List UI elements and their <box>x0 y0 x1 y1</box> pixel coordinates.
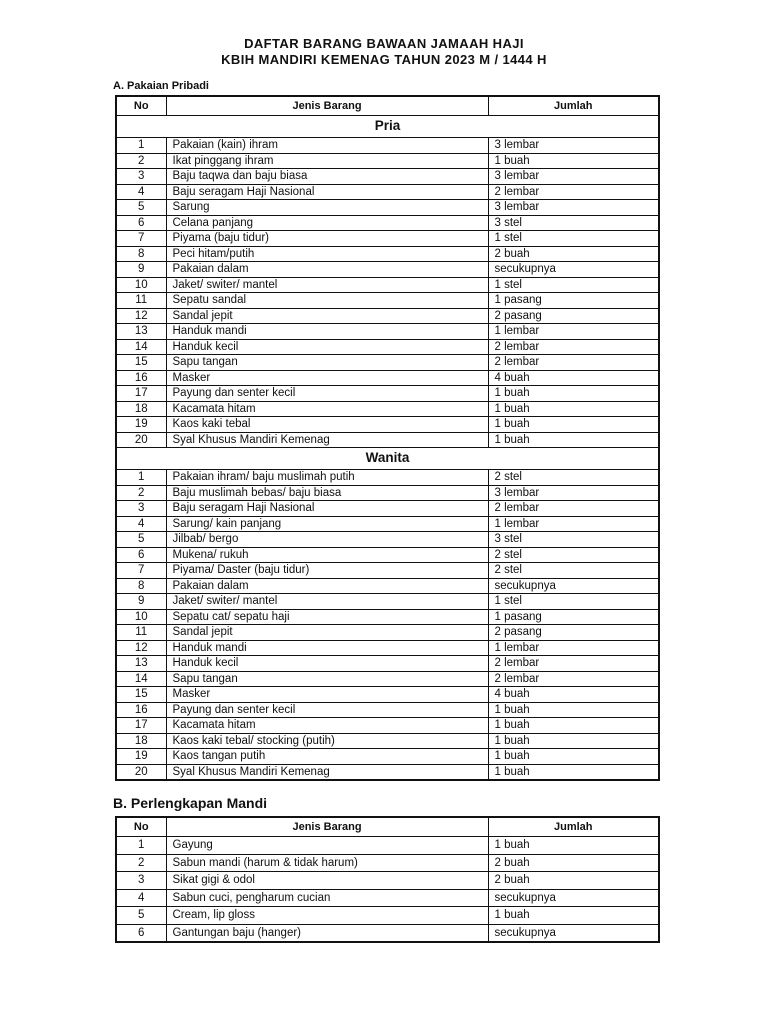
row-item-name: Payung dan senter kecil <box>166 702 488 718</box>
row-quantity: 2 buah <box>488 872 659 890</box>
row-number: 14 <box>116 671 166 687</box>
row-item-name: Handuk kecil <box>166 339 488 355</box>
row-number: 12 <box>116 308 166 324</box>
row-item-name: Sepatu cat/ sepatu haji <box>166 609 488 625</box>
table-row <box>116 470 659 486</box>
row-quantity: secukupnya <box>488 924 659 942</box>
row-item-name: Peci hitam/putih <box>166 246 488 262</box>
row-item-name: Kaos tangan putih <box>166 749 488 765</box>
table-row <box>116 578 659 594</box>
row-number: 8 <box>116 578 166 594</box>
row-number: 9 <box>116 262 166 278</box>
row-item-name: Jaket/ switer/ mantel <box>166 594 488 610</box>
section-b-table <box>115 816 660 943</box>
table-row <box>116 594 659 610</box>
table-row <box>116 485 659 501</box>
row-quantity: 2 stel <box>488 563 659 579</box>
column-header-jenis-barang: Jenis Barang <box>166 96 488 116</box>
row-quantity: 1 stel <box>488 277 659 293</box>
row-item-name: Handuk kecil <box>166 656 488 672</box>
row-item-name: Jaket/ switer/ mantel <box>166 277 488 293</box>
row-quantity: 1 buah <box>488 432 659 448</box>
row-quantity: 3 lembar <box>488 200 659 216</box>
column-header-no: No <box>116 96 166 116</box>
row-quantity: 2 buah <box>488 854 659 872</box>
row-item-name: Sepatu sandal <box>166 293 488 309</box>
row-quantity: 1 lembar <box>488 640 659 656</box>
row-number: 14 <box>116 339 166 355</box>
row-number: 20 <box>116 432 166 448</box>
table-row <box>116 370 659 386</box>
row-quantity: 1 pasang <box>488 609 659 625</box>
table-row <box>116 872 659 890</box>
row-number: 9 <box>116 594 166 610</box>
row-quantity: 2 lembar <box>488 355 659 371</box>
row-quantity: 1 buah <box>488 907 659 925</box>
table-row <box>116 625 659 641</box>
row-quantity: 2 stel <box>488 470 659 486</box>
row-number: 4 <box>116 184 166 200</box>
row-item-name: Payung dan senter kecil <box>166 386 488 402</box>
row-quantity: 2 lembar <box>488 501 659 517</box>
row-number: 12 <box>116 640 166 656</box>
row-quantity: 2 stel <box>488 547 659 563</box>
document-body <box>115 80 658 943</box>
table-row <box>116 532 659 548</box>
row-number: 5 <box>116 532 166 548</box>
table-row <box>116 854 659 872</box>
row-number: 7 <box>116 563 166 579</box>
row-number: 10 <box>116 609 166 625</box>
row-quantity: 3 lembar <box>488 169 659 185</box>
document-header <box>0 0 768 68</box>
row-item-name: Sabun mandi (harum & tidak harum) <box>166 854 488 872</box>
group-header-row <box>116 116 659 138</box>
row-quantity: 1 buah <box>488 386 659 402</box>
column-header-jumlah: Jumlah <box>488 96 659 116</box>
row-item-name: Masker <box>166 370 488 386</box>
row-number: 11 <box>116 293 166 309</box>
row-item-name: Sandal jepit <box>166 308 488 324</box>
row-number: 3 <box>116 872 166 890</box>
row-number: 5 <box>116 907 166 925</box>
table-row <box>116 432 659 448</box>
doc-title-line1: DAFTAR BARANG BAWAAN JAMAAH HAJI <box>244 36 524 51</box>
table-row <box>116 924 659 942</box>
table-row <box>116 563 659 579</box>
table-row <box>116 718 659 734</box>
row-quantity: secukupnya <box>488 578 659 594</box>
row-quantity: 2 pasang <box>488 308 659 324</box>
row-quantity: 1 buah <box>488 153 659 169</box>
row-number: 18 <box>116 733 166 749</box>
table-row <box>116 733 659 749</box>
row-number: 15 <box>116 687 166 703</box>
row-item-name: Gantungan baju (hanger) <box>166 924 488 942</box>
row-quantity: 1 buah <box>488 733 659 749</box>
row-quantity: 1 buah <box>488 702 659 718</box>
table-row <box>116 386 659 402</box>
table-row <box>116 687 659 703</box>
table-row <box>116 547 659 563</box>
row-number: 5 <box>116 200 166 216</box>
table-row <box>116 339 659 355</box>
row-number: 4 <box>116 889 166 907</box>
row-number: 6 <box>116 924 166 942</box>
row-number: 1 <box>116 138 166 154</box>
row-number: 15 <box>116 355 166 371</box>
table-row <box>116 231 659 247</box>
row-number: 4 <box>116 516 166 532</box>
table-row <box>116 889 659 907</box>
table-row <box>116 262 659 278</box>
row-item-name: Baju muslimah bebas/ baju biasa <box>166 485 488 501</box>
row-quantity: 1 buah <box>488 401 659 417</box>
table-row <box>116 749 659 765</box>
row-quantity: 1 buah <box>488 718 659 734</box>
row-number: 11 <box>116 625 166 641</box>
row-quantity: 2 lembar <box>488 184 659 200</box>
row-number: 18 <box>116 401 166 417</box>
row-number: 20 <box>116 764 166 780</box>
group-label: Pria <box>116 116 659 138</box>
section-a-heading: A. Pakaian Pribadi <box>113 80 209 92</box>
row-number: 1 <box>116 470 166 486</box>
row-quantity: 1 lembar <box>488 516 659 532</box>
row-number: 19 <box>116 749 166 765</box>
row-quantity: 1 stel <box>488 231 659 247</box>
row-number: 13 <box>116 656 166 672</box>
table-row <box>116 671 659 687</box>
table-header-row <box>116 817 659 837</box>
row-quantity: secukupnya <box>488 262 659 278</box>
row-item-name: Pakaian (kain) ihram <box>166 138 488 154</box>
table-row <box>116 200 659 216</box>
table-row <box>116 501 659 517</box>
table-row <box>116 138 659 154</box>
row-quantity: secukupnya <box>488 889 659 907</box>
row-number: 17 <box>116 718 166 734</box>
row-item-name: Jilbab/ bergo <box>166 532 488 548</box>
table-row <box>116 417 659 433</box>
row-item-name: Celana panjang <box>166 215 488 231</box>
table-row <box>116 702 659 718</box>
row-number: 19 <box>116 417 166 433</box>
row-item-name: Gayung <box>166 837 488 855</box>
row-quantity: 2 lembar <box>488 339 659 355</box>
row-quantity: 4 buah <box>488 370 659 386</box>
row-quantity: 1 buah <box>488 749 659 765</box>
row-item-name: Mukena/ rukuh <box>166 547 488 563</box>
row-item-name: Ikat pinggang ihram <box>166 153 488 169</box>
row-item-name: Baju seragam Haji Nasional <box>166 184 488 200</box>
column-header-jenis-barang: Jenis Barang <box>166 817 488 837</box>
table-row <box>116 907 659 925</box>
row-item-name: Sarung/ kain panjang <box>166 516 488 532</box>
table-row <box>116 609 659 625</box>
table-row <box>116 640 659 656</box>
row-quantity: 1 stel <box>488 594 659 610</box>
table-row <box>116 308 659 324</box>
row-item-name: Kacamata hitam <box>166 718 488 734</box>
row-item-name: Kacamata hitam <box>166 401 488 417</box>
table-row <box>116 153 659 169</box>
row-quantity: 2 pasang <box>488 625 659 641</box>
table-row <box>116 401 659 417</box>
row-item-name: Pakaian ihram/ baju muslimah putih <box>166 470 488 486</box>
row-quantity: 2 lembar <box>488 671 659 687</box>
row-quantity: 1 lembar <box>488 324 659 340</box>
row-item-name: Sandal jepit <box>166 625 488 641</box>
row-item-name: Sabun cuci, pengharum cucian <box>166 889 488 907</box>
row-number: 3 <box>116 169 166 185</box>
row-item-name: Masker <box>166 687 488 703</box>
row-item-name: Baju seragam Haji Nasional <box>166 501 488 517</box>
group-header-row <box>116 448 659 470</box>
row-item-name: Cream, lip gloss <box>166 907 488 925</box>
row-item-name: Handuk mandi <box>166 640 488 656</box>
row-quantity: 1 buah <box>488 764 659 780</box>
row-quantity: 3 stel <box>488 215 659 231</box>
table-row <box>116 656 659 672</box>
row-item-name: Kaos kaki tebal/ stocking (putih) <box>166 733 488 749</box>
row-number: 8 <box>116 246 166 262</box>
row-number: 16 <box>116 370 166 386</box>
doc-title-line2: KBIH MANDIRI KEMENAG TAHUN 2023 M / 1444 H <box>221 52 547 67</box>
row-number: 3 <box>116 501 166 517</box>
row-quantity: 3 lembar <box>488 138 659 154</box>
row-number: 2 <box>116 153 166 169</box>
row-number: 6 <box>116 547 166 563</box>
row-item-name: Sapu tangan <box>166 671 488 687</box>
row-quantity: 2 buah <box>488 246 659 262</box>
table-row <box>116 837 659 855</box>
row-item-name: Pakaian dalam <box>166 578 488 594</box>
row-number: 16 <box>116 702 166 718</box>
row-item-name: Piyama/ Daster (baju tidur) <box>166 563 488 579</box>
row-item-name: Piyama (baju tidur) <box>166 231 488 247</box>
section-a-table <box>115 95 660 781</box>
table-header-row <box>116 96 659 116</box>
row-item-name: Baju taqwa dan baju biasa <box>166 169 488 185</box>
row-quantity: 3 lembar <box>488 485 659 501</box>
row-number: 7 <box>116 231 166 247</box>
row-number: 6 <box>116 215 166 231</box>
row-item-name: Sapu tangan <box>166 355 488 371</box>
row-item-name: Sikat gigi & odol <box>166 872 488 890</box>
row-quantity: 3 stel <box>488 532 659 548</box>
table-row <box>116 355 659 371</box>
row-quantity: 1 buah <box>488 837 659 855</box>
group-label: Wanita <box>116 448 659 470</box>
column-header-jumlah: Jumlah <box>488 817 659 837</box>
row-item-name: Syal Khusus Mandiri Kemenag <box>166 432 488 448</box>
table-row <box>116 169 659 185</box>
table-row <box>116 277 659 293</box>
row-number: 13 <box>116 324 166 340</box>
row-number: 10 <box>116 277 166 293</box>
table-row <box>116 764 659 780</box>
row-item-name: Syal Khusus Mandiri Kemenag <box>166 764 488 780</box>
row-item-name: Kaos kaki tebal <box>166 417 488 433</box>
row-item-name: Handuk mandi <box>166 324 488 340</box>
row-item-name: Sarung <box>166 200 488 216</box>
table-row <box>116 246 659 262</box>
column-header-no: No <box>116 817 166 837</box>
table-row <box>116 215 659 231</box>
row-number: 17 <box>116 386 166 402</box>
row-quantity: 1 pasang <box>488 293 659 309</box>
row-number: 2 <box>116 485 166 501</box>
row-item-name: Pakaian dalam <box>166 262 488 278</box>
section-b-heading: B. Perlengkapan Mandi <box>113 795 268 811</box>
table-row <box>116 324 659 340</box>
table-row <box>116 516 659 532</box>
row-quantity: 4 buah <box>488 687 659 703</box>
row-quantity: 2 lembar <box>488 656 659 672</box>
table-row <box>116 293 659 309</box>
row-number: 2 <box>116 854 166 872</box>
row-number: 1 <box>116 837 166 855</box>
row-quantity: 1 buah <box>488 417 659 433</box>
table-row <box>116 184 659 200</box>
